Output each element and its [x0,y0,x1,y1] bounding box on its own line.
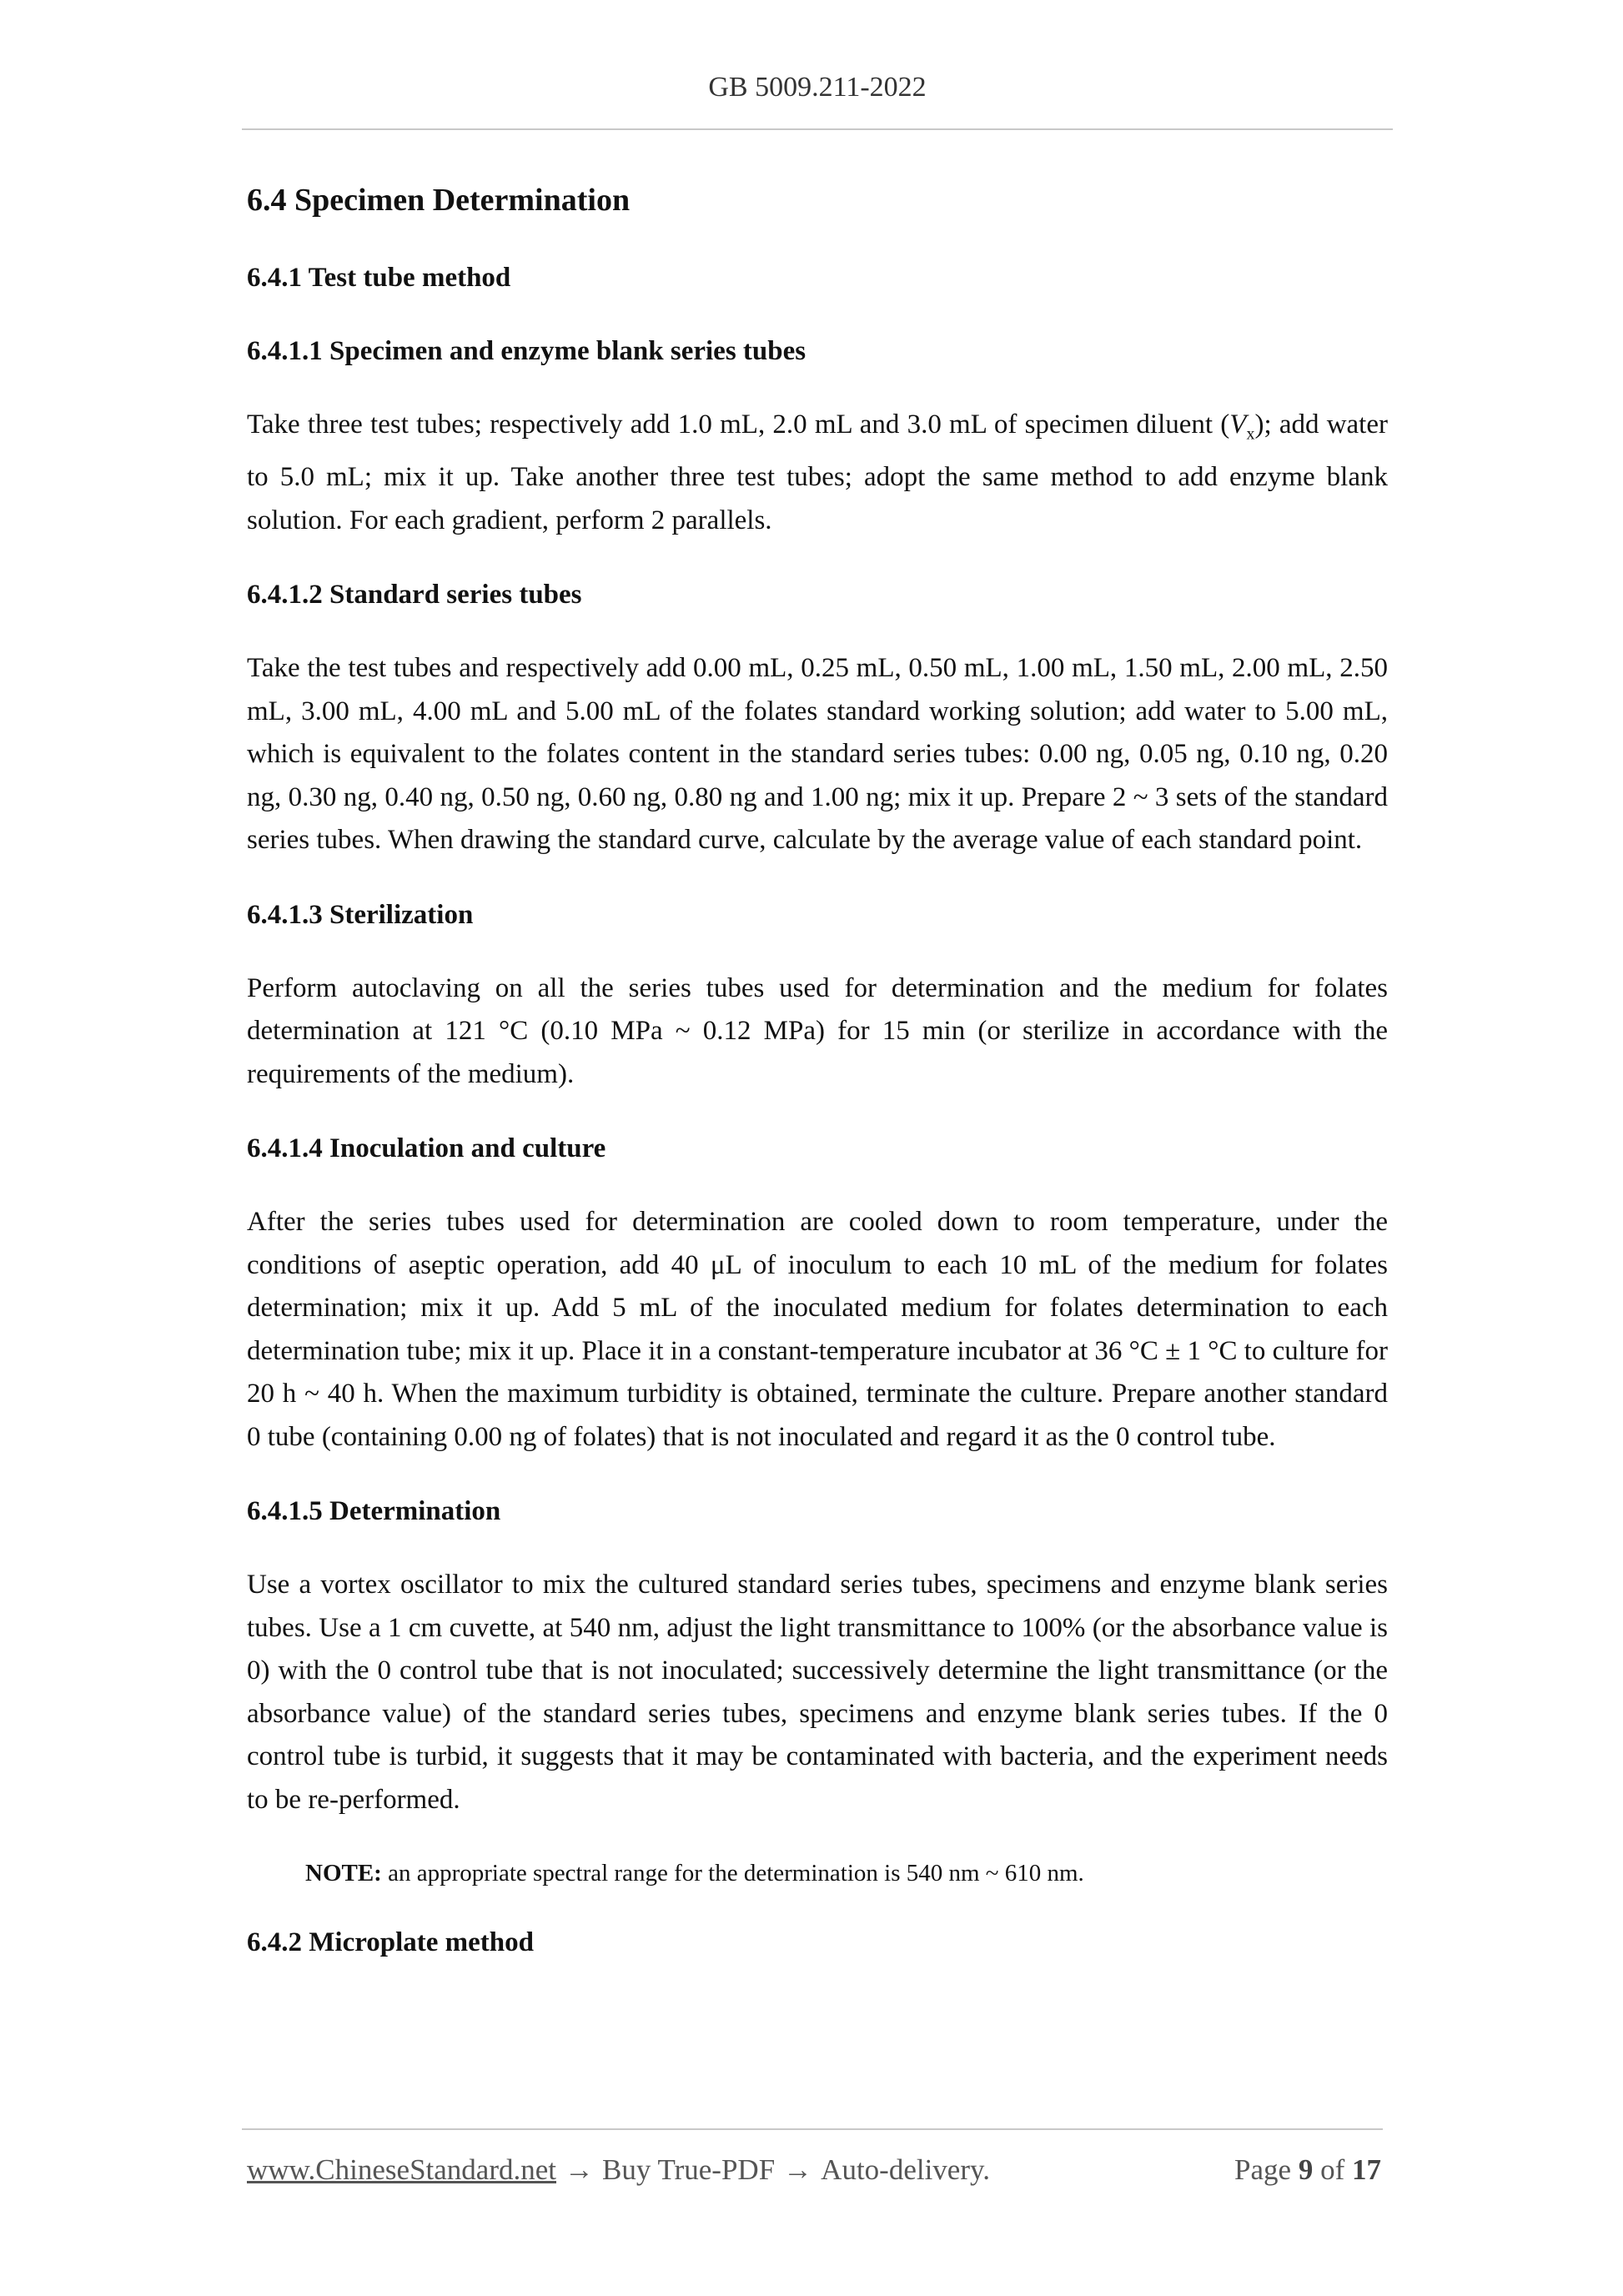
variable-v: V [1229,409,1247,440]
document-header: GB 5009.211-2022 [708,72,927,103]
section-6-4-1-1-heading: 6.4.1.1 Specimen and enzyme blank series tubes [247,336,806,366]
section-6-4-1-4-heading: 6.4.1.4 Inoculation and culture [247,1133,606,1164]
section-6-4-2-heading: 6.4.2 Microplate method [247,1927,535,1958]
section-6-4-1-5-paragraph: Use a vortex oscillator to mix the cultured standard series tubes, specimens and enzyme blank series tubes. Use a 1 cm cuvette, at 540 nm, adjust the light transmittance to 100% (or the absorbance value is 0) with the 0 control tube that is not inoculated; successively determine the light transmittance (or the absorbance value) of the standard series tubes, specimens and enzyme blank series tubes. If the 0 control tube is turbid, it suggests that it may be contaminated with bacteria, and the experiment needs to be re-performed. [247,1570,1388,1815]
footer-left [247,2153,990,2187]
section-6-4-1-5-heading: 6.4.1.5 Determination [247,1496,501,1527]
variable-subscript: x [1246,425,1255,444]
section-6-4-1-heading: 6.4.1 Test tube method [247,263,511,293]
paragraph-text: Take three test tubes; respectively add 1.0 mL, 2.0 mL and 3.0 mL of specimen diluent ( [247,409,1230,440]
delivery-text: Auto-delivery. [821,2153,990,2186]
note-label: NOTE: [305,1860,382,1887]
note [305,1853,1388,1893]
page-total: 17 [1352,2153,1381,2186]
buy-text: Buy True-PDF [602,2153,776,2186]
arrow-right-icon: → [565,2153,594,2186]
arrow-right-icon: → [783,2153,813,2186]
section-6-4-1-2-heading: 6.4.1.2 Standard series tubes [247,580,582,610]
page-label: Page [1234,2153,1292,2186]
paragraph-text: ); add water to 5.0 mL; mix it up. Take another three test tubes; adopt the same method to add enzyme blank solution. For each gradient, perform 2 parallels. [247,409,1388,535]
section-6-4-heading: 6.4 Specimen Determination [247,183,631,218]
section-6-4-1-2-paragraph: Take the test tubes and respectively add 0.00 mL, 0.25 mL, 0.50 mL, 1.00 mL, 1.50 mL, 2.00 mL, 2.50 mL, 3.00 mL, 4.00 mL and 5.00 mL of the folates standard working solution; add water to 5.00 mL, which is equivalent to the folates content in the standard series tubes: 0.00 ng, 0.05 ng, 0.10 ng, 0.20 ng, 0.30 ng, 0.40 ng, 0.50 ng, 0.60 ng, 0.80 ng and 1.00 ng; mix it up. Prepare 2 ~ 3 sets of the standard series tubes. When drawing the standard curve, calculate by the average value of each standard point. [247,653,1388,856]
section-6-4-1-1-paragraph [247,404,1388,542]
footer-divider [242,2128,1383,2130]
note-text: an appropriate spectral range for the determination is 540 nm ~ 610 nm. [381,1860,1084,1887]
section-6-4-1-3-paragraph: Perform autoclaving on all the series tubes used for determination and the medium for folates determination at 121 °C (0.10 MPa ~ 0.12 MPa) for 15 min (or sterilize in accordance with the requirements of the medium). [247,972,1388,1089]
page-number [1234,2153,1381,2187]
document-body [247,177,1388,1995]
section-6-4-1-3-heading: 6.4.1.3 Sterilization [247,899,474,930]
section-6-4-1-4-paragraph: After the series tubes used for determination are cooled down to room temperature, under the conditions of aseptic operation, add 40 μL of inoculum to each 10 mL of the medium for folates determination; mix it up. Add 5 mL of the inoculated medium for folates determination to each determination tube; mix it up. Place it in a constant-temperature incubator at 36 °C ± 1 °C to culture for 20 h ~ 40 h. When the maximum turbidity is obtained, terminate the culture. Prepare another standard 0 tube (containing 0.00 ng of folates) that is not inoculated and regard it as the 0 control tube. [247,1207,1388,1452]
website-link[interactable]: www.ChineseStandard.net [247,2153,556,2186]
page-current: 9 [1298,2153,1314,2186]
header-divider [242,128,1393,130]
page-of: of [1320,2153,1345,2186]
page-footer [247,2153,1381,2187]
